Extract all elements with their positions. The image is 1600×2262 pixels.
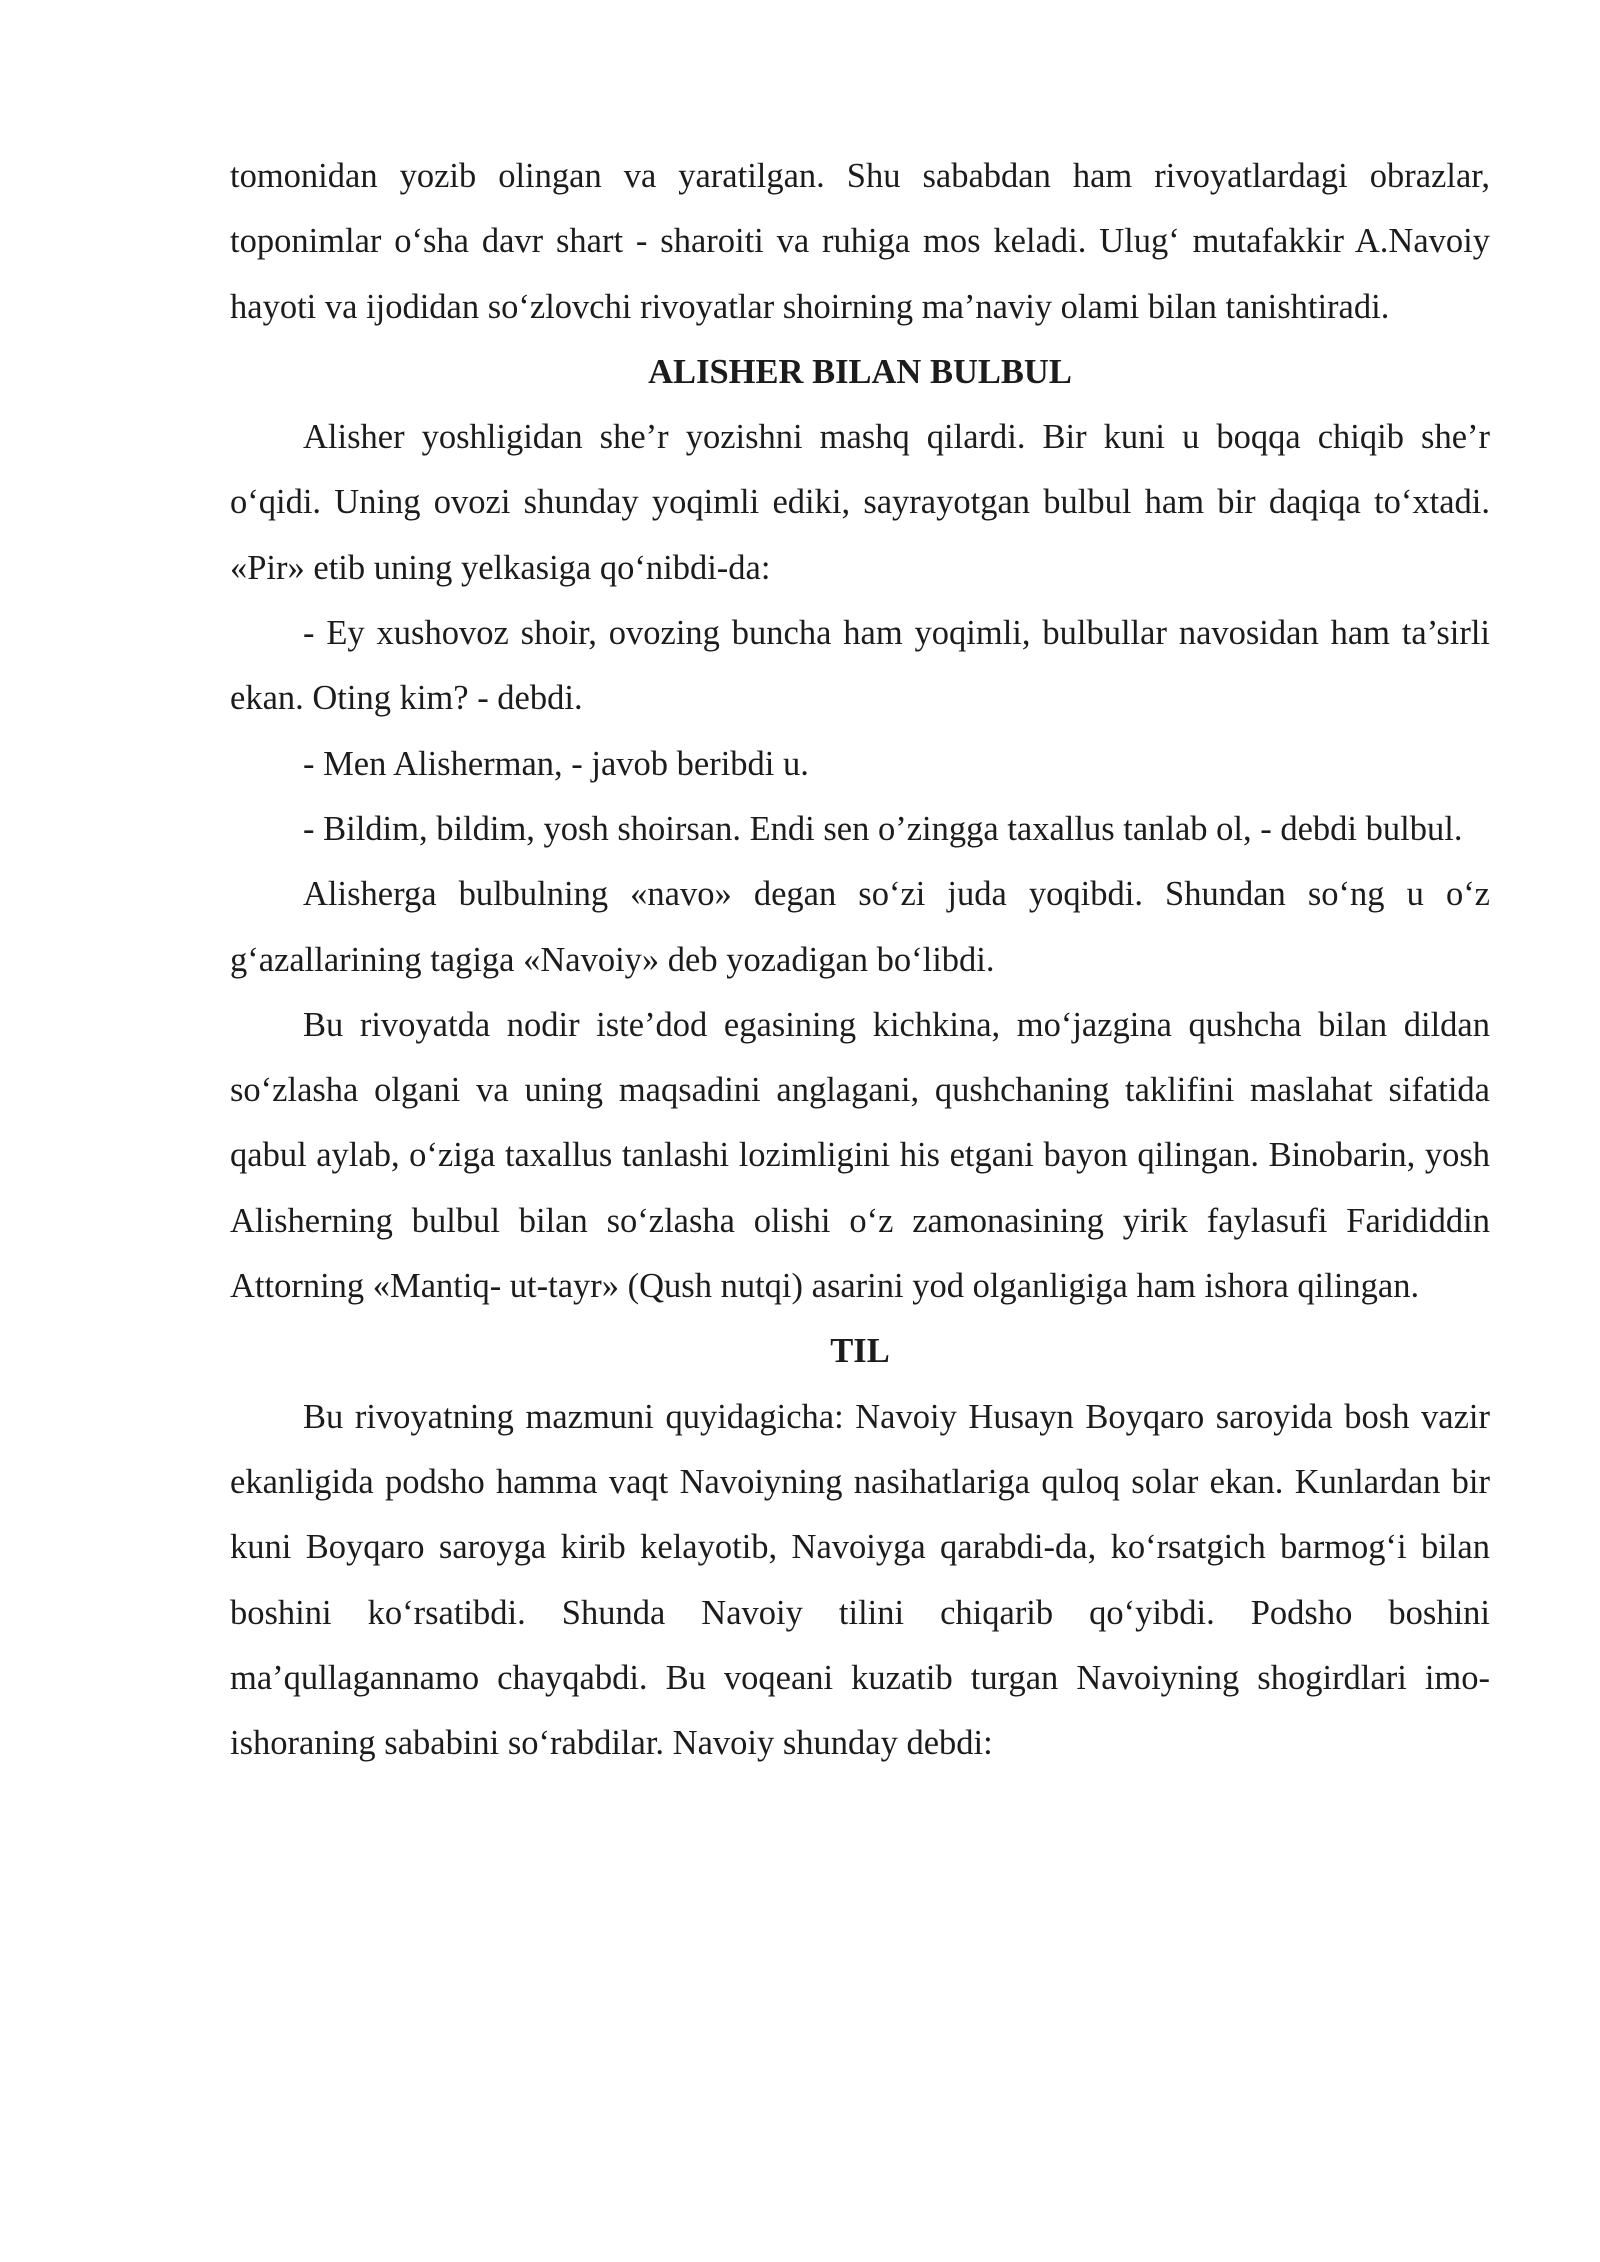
section-heading-alisher-bilan-bulbul: ALISHER BILAN BULBUL <box>648 352 1072 391</box>
paragraph: Alisherga bulbulning «navo» degan so‘zi juda yoqibdi. Shundan so‘ng u o‘z g‘azallarining tagiga «Navoiy» deb yozadigan bo‘libdi. <box>230 875 1490 979</box>
paragraph: Alisher yoshligidan she’r yozishni mashq qilardi. Bir kuni u boqqa chiqib she’r o‘qidi. Uning ovozi shunday yoqimli ediki, sayrayotgan bulbul ham bir daqiqa to‘xtadi. «Pir» etib uning yelkasiga qo‘nibdi-da: <box>230 418 1490 587</box>
dialogue-line: - Men Alisherman, - javob beribdi u. <box>303 744 809 783</box>
dialogue-line: - Bildim, bildim, yosh shoirsan. Endi sen o’zingga taxallus tanlab ol, - debdi bulbul. <box>303 809 1463 848</box>
document-body <box>230 144 1490 1776</box>
dialogue-line: - Ey xushovoz shoir, ovozing buncha ham yoqimli, bulbullar navosidan ham ta’sirli ekan. Oting kim? - debdi. <box>230 614 1490 718</box>
section-heading-til: TIL <box>830 1332 890 1371</box>
intro-paragraph: tomonidan yozib olingan va yaratilgan. Shu sababdan ham rivoyatlardagi obrazlar, toponimlar o‘sha davr shart - sharoiti va ruhiga mos keladi. Ulug‘ mutafakkir A.Navoiy hayoti va ijodidan so‘zlovchi rivoyatlar shoirning ma’naviy olami bilan tanishtiradi. <box>230 157 1490 326</box>
paragraph: Bu rivoyatda nodir iste’dod egasining kichkina, mo‘jazgina qushcha bilan dildan so‘zlasha olgani va uning maqsadini anglagani, qushchaning taklifini maslahat sifatida qabul aylab, o‘ziga taxallus tanlashi lozimligini his etgani bayon qilingan. Binobarin, yosh Alisherning bulbul bilan so‘zlasha olishi o‘z zamonasining yirik faylasufi Farididdin Attorning «Mantiq- ut-tayr» (Qush nutqi) asarini yod olganligiga ham ishora qilingan. <box>230 1005 1490 1306</box>
paragraph: Bu rivoyatning mazmuni quyidagicha: Navoiy Husayn Boyqaro saroyida bosh vazir ekanligida podsho hamma vaqt Navoiyning nasihatlariga quloq solar ekan. Kunlardan bir kuni Boyqaro saroyga kirib kelayotib, Navoiyga qarabdi-da, ko‘rsatgich barmog‘i bilan boshini ko‘rsatibdi. Shunda Navoiy tilini chiqarib qo‘yibdi. Podsho boshini ma’qullagannamo chayqabdi. Bu voqeani kuzatib turgan Navoiyning shogirdlari imo-ishoraning sababini so‘rabdilar. Navoiy shunday debdi: <box>230 1397 1490 1763</box>
